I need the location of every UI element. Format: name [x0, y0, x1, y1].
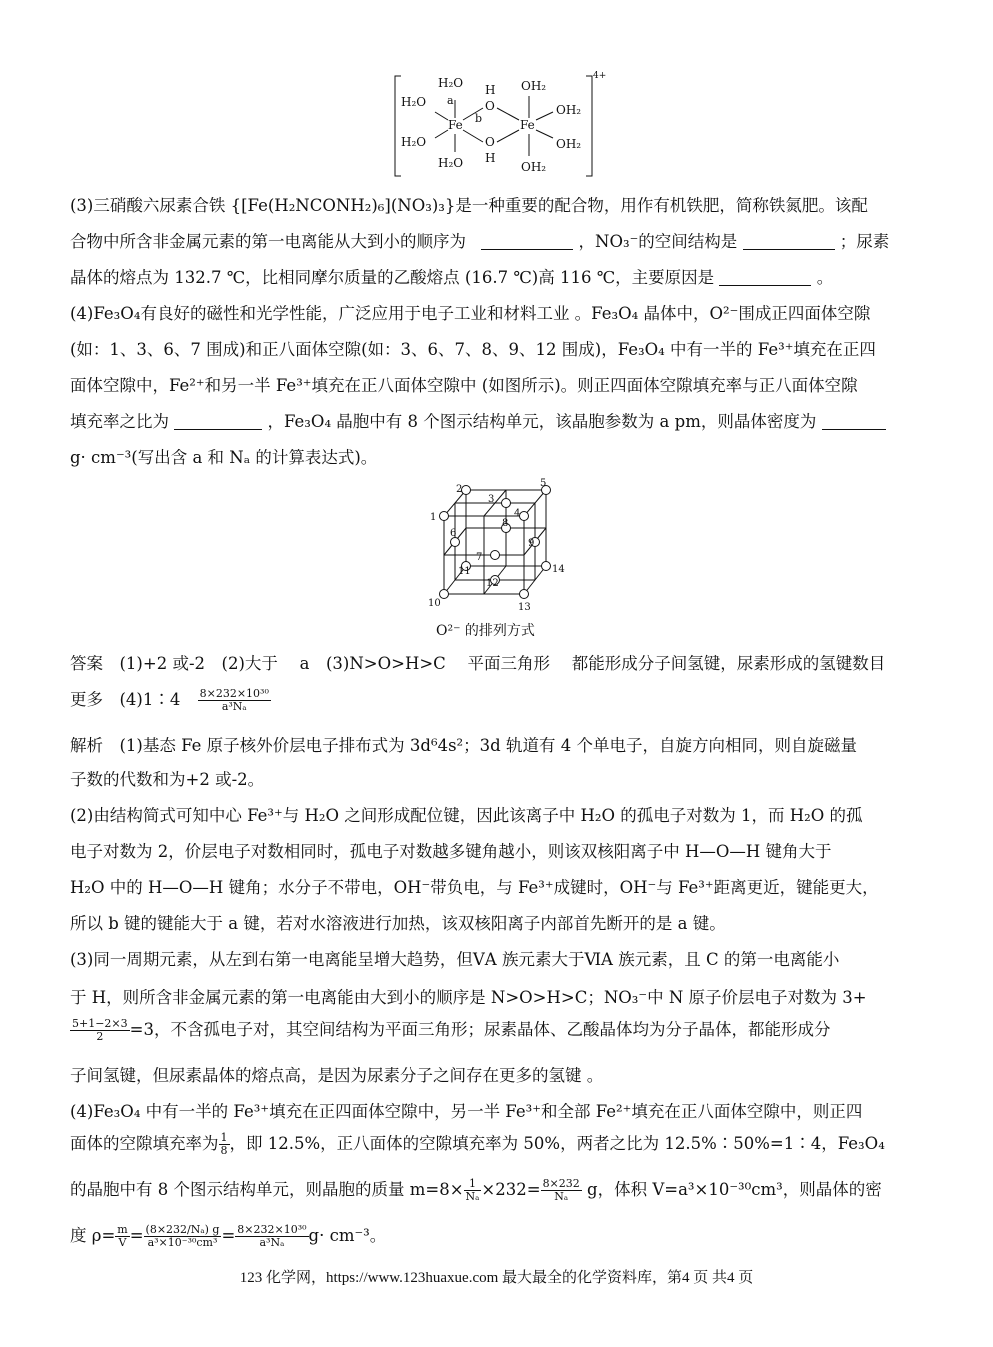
oh2-label: OH₂: [556, 137, 582, 151]
fraction: [115, 1224, 129, 1249]
q3-text: ，NO₃⁻的空间结构是: [578, 232, 738, 251]
fraction-denominator: Nₐ: [554, 1190, 569, 1203]
analysis-line: 电子对数为 2，价层电子对数相同时，孤电子对数越多键角越小，则该双核阳离子中 H—O—H 键角大于: [70, 842, 832, 861]
q4-line-1: (4)Fe₃O₄有良好的磁性和光学性能，广泛应用于电子工业和材料工业 。Fe₃O₄ 晶体中，O²⁻围成正四面体空隙: [70, 304, 871, 323]
q3-line-1: (3)三硝酸六尿素合铁 {[Fe(H₂NCONH₂)₆](NO₃)₃}是一种重要的配合物，用作有机铁肥，简称铁氮肥。该配: [70, 196, 868, 215]
fraction-numerator: 8×232×10³⁰: [237, 1223, 307, 1236]
cube-number: 14: [552, 564, 565, 575]
analysis-text: =: [221, 1226, 236, 1245]
fraction-numerator: 1: [464, 1178, 482, 1191]
answer-fraction: [198, 688, 271, 713]
analysis-line: (4)Fe₃O₄ 中有一半的 Fe³⁺填充在正四面体空隙中，另一半 Fe³⁺和全部 Fe²⁺填充在正八面体空隙中，则正四: [70, 1102, 863, 1121]
cube-number: 8: [502, 518, 509, 529]
o-label: O: [485, 99, 495, 113]
cube-number: 6: [450, 528, 457, 539]
fraction-numerator: 5+1−2×3: [72, 1017, 128, 1030]
oh2-label: OH₂: [521, 160, 547, 174]
cube-number: 13: [518, 602, 531, 613]
cube-number: 5: [540, 478, 547, 489]
analysis-line: [70, 1016, 830, 1043]
analysis-text: g· cm⁻³。: [308, 1226, 387, 1245]
charge-label: 4+: [593, 71, 607, 81]
h-label: H: [485, 151, 496, 165]
fraction-numerator: 8×232×10³⁰: [199, 687, 269, 700]
analysis-line: 子间氢键，但尿素晶体的熔点高，是因为尿素分子之间存在更多的氢键 。: [70, 1066, 604, 1085]
fraction: [235, 1224, 308, 1249]
oh2-label: OH₂: [521, 79, 547, 93]
h2o-label: H₂O: [401, 95, 427, 109]
analysis-line: 所以 b 键的键能大于 a 键，若对水溶液进行加热，该双核阳离子内部首先断开的是 a 键。: [70, 914, 726, 933]
q4-line-3: 面体空隙中，Fe²⁺和另一半 Fe³⁺填充在正八面体空隙中 (如图所示)。则正四面体空隙填充率与正八面体空隙: [70, 376, 858, 395]
fraction-numerator: 8×232: [542, 1177, 580, 1190]
fraction-numerator: 1: [220, 1131, 228, 1144]
fraction-denominator: 8: [220, 1144, 228, 1157]
h2o-label: H₂O: [438, 156, 464, 170]
cube-number: 2: [456, 484, 463, 495]
q3-line-3: [70, 264, 833, 288]
cube-number: 12: [486, 578, 499, 589]
answer-line-2: [70, 686, 271, 713]
analysis-text: 面体的空隙填充率为: [70, 1134, 219, 1153]
page-footer: 123 化学网，https://www.123huaxue.com 最大最全的化学资料库，第4 页 共4 页: [239, 1270, 754, 1286]
fraction-denominator: Nₐ: [465, 1190, 480, 1203]
analysis-line: (2)由结构简式可知中心 Fe³⁺与 H₂O 之间形成配位键，因此该离子中 H₂O 的孤电子对数为 1，而 H₂O 的孤: [70, 806, 863, 825]
analysis-line: (3)同一周期元素，从左到右第一电离能呈增大趋势，但ⅤA 族元素大于ⅥA 族元素，且 C 的第一电离能小: [70, 950, 840, 969]
fraction-denominator: a³×10⁻³⁰cm³: [147, 1236, 218, 1249]
analysis-text: =3，不含孤电子对，其空间结构为平面三角形；尿素晶体、乙酸晶体均为分子晶体，都能形成分: [129, 1020, 831, 1039]
q3-line-2: [70, 228, 889, 252]
q4-line-2: (如：1、3、6、7 围成)和正八面体空隙(如：3、6、7、8、9、12 围成)，Fe₃O₄ 中有一半的 Fe³⁺填充在正四: [70, 340, 876, 359]
fraction: [541, 1178, 582, 1203]
h2o-label: H₂O: [438, 76, 464, 90]
fe-label: Fe: [448, 118, 463, 132]
analysis-line: 子数的代数和为+2 或-2。: [70, 770, 265, 789]
cube-number: 9: [528, 538, 535, 549]
h-label: H: [485, 83, 496, 97]
cube-number: 11: [458, 566, 471, 577]
fraction-numerator: m: [117, 1223, 128, 1236]
q3-text: 合物中所含非金属元素的第一电离能从大到小的顺序为: [70, 232, 466, 251]
cube-number: 4: [514, 508, 521, 519]
fraction: [464, 1178, 482, 1203]
analysis-line: 于 H，则所含非金属元素的第一电离能由大到小的顺序是 N>O>H>C；NO₃⁻中 N 原子价层电子对数为 3+: [70, 988, 867, 1007]
q3-text: 晶体的熔点为 132.7 ℃，比相同摩尔质量的乙酸熔点 (16.7 ℃)高 116 ℃，主要原因是: [70, 268, 715, 287]
q4-line-4: [70, 408, 886, 432]
analysis-text: ，即 12.5%，正八面体的空隙填充率为 50%，两者之比为 12.5%∶50%=1∶4，Fe₃O₄: [229, 1134, 885, 1153]
analysis-line: [70, 1176, 882, 1203]
answer-text: 更多 (4)1∶4: [70, 690, 181, 709]
cube-number: 1: [430, 512, 437, 523]
analysis-line: H₂O 中的 H—O—H 键角；水分子不带电，OH⁻带负电，与 Fe³⁺成键时，OH⁻与 Fe³⁺距离更近，键能更大，: [70, 878, 879, 897]
h2o-label: H₂O: [401, 135, 427, 149]
analysis-text: ×232=: [481, 1180, 541, 1199]
fe-label: Fe: [520, 118, 535, 132]
fraction: [144, 1224, 222, 1249]
fraction-denominator: a³Nₐ: [221, 700, 247, 713]
q3-text: ；尿素: [839, 232, 890, 251]
answer-blank[interactable]: [174, 411, 262, 430]
dinuclear-complex-figure: [393, 70, 608, 182]
fraction: [70, 1018, 130, 1043]
analysis-text: g，体积 V=a³×10⁻³⁰cm³，则晶体的密: [581, 1180, 882, 1199]
answer-blank[interactable]: [743, 231, 835, 250]
fraction-denominator: 2: [96, 1030, 104, 1043]
analysis-line: 解析 (1)基态 Fe 原子核外价层电子排布式为 3d⁶4s²；3d 轨道有 4 个单电子，自旋方向相同，则自旋磁量: [70, 736, 857, 755]
answer-blank[interactable]: [719, 267, 811, 286]
analysis-line: [70, 1222, 386, 1249]
o-label: O: [485, 135, 495, 149]
answer-blank[interactable]: [481, 231, 573, 250]
analysis-text: =: [129, 1226, 144, 1245]
answer-blank[interactable]: [822, 411, 886, 430]
cube-number: 10: [428, 598, 441, 609]
oxygen-arrangement-cube-figure: [426, 478, 576, 618]
bond-a-label: a: [447, 94, 454, 107]
q4-text: 填充率之比为: [70, 412, 169, 431]
bond-b-label: b: [475, 112, 483, 125]
cube-number: 7: [476, 552, 483, 563]
q3-text: 。: [816, 268, 834, 287]
analysis-text: 度 ρ=: [70, 1226, 116, 1245]
fraction: [219, 1132, 230, 1157]
answer-line-1: 答案 (1)+2 或-2 (2)大于 a (3)N>O>H>C 平面三角形 都能形成分子间氢键，尿素形成的氢键数目: [70, 654, 886, 673]
q4-text: ，Fe₃O₄ 晶胞中有 8 个图示结构单元，该晶胞参数为 a pm，则晶体密度为: [267, 412, 817, 431]
analysis-line: [70, 1130, 885, 1157]
q4-line-5: g· cm⁻³(写出含 a 和 Nₐ 的计算表达式)。: [70, 448, 378, 467]
oh2-label: OH₂: [556, 103, 582, 117]
fraction-denominator: a³Nₐ: [259, 1236, 285, 1249]
analysis-text: 的晶胞中有 8 个图示结构单元，则晶胞的质量 m=8×: [70, 1180, 464, 1199]
fraction-denominator: V: [118, 1236, 127, 1249]
fraction-numerator: (8×232/Nₐ) g: [145, 1223, 220, 1236]
cube-caption: O²⁻ 的排列方式: [436, 623, 535, 639]
cube-number: 3: [488, 494, 495, 505]
